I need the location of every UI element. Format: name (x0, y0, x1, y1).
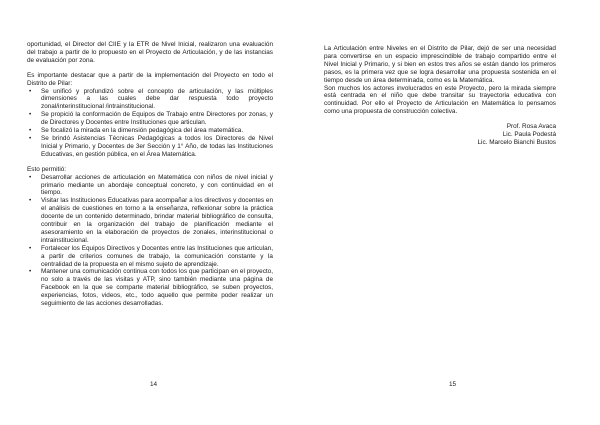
page-number-right: 15 (449, 381, 457, 388)
page-number-left: 14 (150, 381, 158, 388)
list-item: • Mantener una comunicación continua con todos los que participan en el proyecto, no solo a través de las visitas y ATP, sino también mediante una página de Facebook en la que se comparte material bibliográfico, se suben proyectos, experiencias, fotos, videos, etc., todo aquello que permite poder realizar un seguimiento de las acciones desarrolladas. (27, 268, 273, 308)
allowed-list (27, 174, 273, 308)
right-page-text (324, 45, 556, 147)
list-item: • Se brindó Asistencias Técnicas Pedagógicas a todos los Directores de Nivel Inicial y Primario, y Docentes de 3er Sección y 1° Año, de todas las Instituciones Educativas, en gestión pública, en el Área Matemática. (27, 135, 273, 159)
list-item: • Se propició la conformación de Equipos de Trabajo entre Directores por zonas, y de Directores y Docentes entre Instituciones que articulan. (27, 111, 273, 127)
highlight-list (27, 88, 273, 159)
list-item: • Se focalizó la mirada en la dimensión pedagógica del área matemática. (27, 127, 273, 135)
closing-paragraph-2: Son muchos los actores involucrados en este Proyecto, pero la mirada siempre está centrada en el niño que debe transitar su trayectoria educativa con continuidad. Por ello el Proyecto de Articulación en Matemática lo pensamos como una propuesta de construcción colectiva. (324, 84, 556, 116)
highlight-heading: Es importante destacar que a partir de la implementación del Proyecto en todo el Distrito de Pilar: (27, 71, 273, 87)
list-item: • Visitar las Instituciones Educativas para acompañar a los directivos y docentes en el análisis de cuestiones en torno a la enseñanza, reflexionar sobre la práctica docente de un contenido determinado, brindar material bibliográfico de consulta, contribuir en la organización del trabajo de planificación mediante el asesoramiento en la elaboración de proyectos de zonales, interinstitucional o intrainstitucional. (27, 197, 273, 244)
signature-1: Prof. Rosa Avaca (506, 123, 556, 131)
list-item: • Fortalecer los Equipos Directivos y Docentes entre las Instituciones que articulan, a partir de criterios comunes de trabajo, la comunicación constante y la centralidad de la propuesta en el mismo sujeto de aprendizaje. (27, 245, 273, 269)
list-item: • Se unificó y profundizó sobre el concepto de articulación, y las múltiples dimensiones a las cuales debe dar respuesta todo proyecto zonal/interinstitucional /intrainstitucional. (27, 88, 273, 112)
signature-3: Lic. Marcelo Bianchi Bustos (477, 138, 556, 146)
closing-paragraph-1: La Articulación entre Niveles en el Distrito de Pilar, dejó de ser una necesidad para convertirse en un espacio imprescindible de trabajo compartido entre el Nivel Inicial y Primario, y si bien en estos tres años se están dando los primeros pasos, es la primera vez que se logra desarrollar una propuesta sostenida en el tiempo desde un área determinada, como es la Matemática. (324, 45, 556, 84)
signature-2: Lic. Paula Podestá (502, 131, 556, 139)
list-item: • Desarrollar acciones de articulación en Matemática con niños de nivel inicial y primario mediante un abordaje conceptual concreto, y con continuidad en el tiempo. (27, 174, 273, 198)
allowed-heading: Esto permitió: (27, 165, 67, 173)
left-page-text (27, 41, 273, 308)
intro-paragraph: oportunidad, el Director del CIIE y la ETR de Nivel Inicial, realizaron una evaluación del trabajo a partir de lo propuesto en el Proyecto de Articulación, y de las instancias de evaluación por zona. (27, 41, 273, 64)
